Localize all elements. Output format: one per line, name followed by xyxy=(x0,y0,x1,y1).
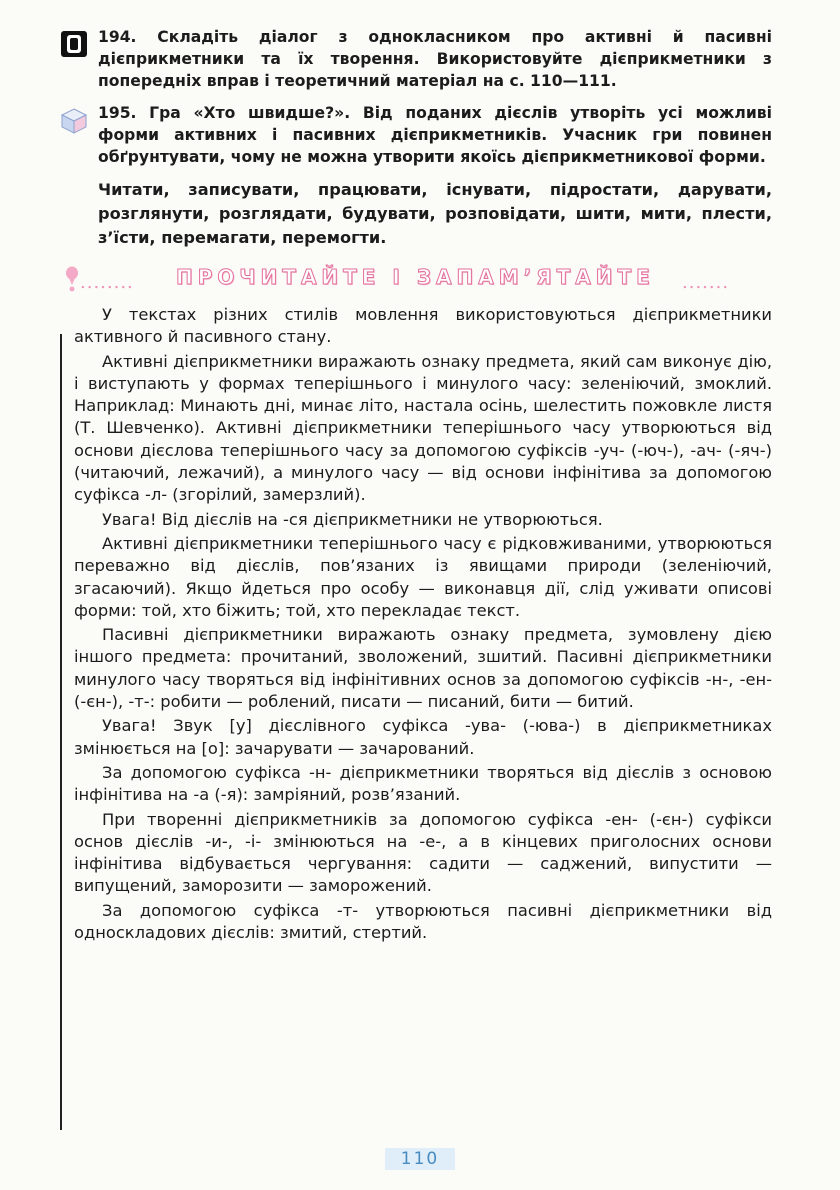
exercise-195 xyxy=(60,102,772,168)
exercise-194 xyxy=(60,26,772,92)
theory-paragraph: Пасивні дієприкметники виражають ознаку предмета, зумовлену дією іншого предмета: прочитаний, зволожений, зшитий. Пасивні дієприкметники минулого часу творяться від інфінітивних основ за допомогою суфіксів -н-, -ен- (-єн-), -т-: робити — роблений, писати — писаний, бити — битий. xyxy=(74,625,772,712)
textbook-page xyxy=(60,26,772,944)
dialog-book-icon xyxy=(60,30,88,58)
theory-paragraph: При творенні дієприкметників за допомогою суфікса -ен- (-єн-) суфікси основ дієслів -и-, -і- змінюються на -е-, а в кінцевих приголосних основи інфінітива відбувається чергування: садити — саджений, випустити — випущений, заморозити — заморожений. xyxy=(74,809,772,896)
theory-paragraph: Увага! Звук [у] дієслівного суфікса -ува- (-юва-) в дієприкметниках змінюється на [о]: зачарувати — зачарований. xyxy=(74,716,772,758)
theory-text xyxy=(60,304,772,944)
theory-paragraph: За допомогою суфікса -н- дієприкметники творяться від дієслів з основою інфінітива на -а (-я): замріяний, розв’язаний. xyxy=(74,762,772,805)
theory-paragraph: Активні дієприкметники теперішнього часу є рідковживаними, утворюються переважно від дієслів, пов’язаних із явищами природи (зеленіючий, згасаючий). Якщо йдеться про особу — виконавця дії, слід уживати описові форми: той, хто біжить; той, хто перекладає текст. xyxy=(74,533,772,620)
exercise-text: Складіть діалог з однокласником про активні й пасивні дієприкметники та їх творення. Використовуйте дієприкметники з попередніх вправ і теоретичний матеріал на с. 110—111. xyxy=(98,28,772,90)
exercise-number: 195. xyxy=(98,104,137,122)
theory-paragraph: Активні дієприкметники виражають ознаку предмета, який сам виконує дію, і виступають у формах теперішнього і минулого часу: зеленіючий, змоклий. Наприклад: Минають дні, минає літо, настала осінь, шелестить пожовкле листя (Т. Шевченко). Активні дієприкметники теперішнього часу утворюються від основи дієслова теперішнього часу за допомогою суфіксів -уч- (-юч-), -ач- (-яч-) (читаючий, лежачий), а минулого часу — від основи інфінітива за допомогою суфікса -л- (згорілий, замерзлий). xyxy=(74,351,772,505)
theory-margin-rule xyxy=(60,334,62,1130)
theory-paragraph: У текстах різних стилів мовлення використовуються дієприкметники активного й пасивного стану. xyxy=(74,305,772,347)
theory-paragraph: За допомогою суфікса -т- утворюються пасивні дієприкметники від односкладових дієслів: змитий, стертий. xyxy=(74,900,772,943)
exercise-number: 194. xyxy=(98,28,137,46)
verb-list: Читати, записувати, працювати, існувати, підростати, дарувати, розглянути, розглядати, будувати, розповідати, шити, мити, плести, з’їсти, перемагати, перемогти. xyxy=(98,180,772,247)
banner-dots-left: ........ xyxy=(80,272,134,293)
exclamation-pin-icon xyxy=(64,266,80,292)
page-footer xyxy=(0,1148,840,1170)
exercise-text: Гра «Хто швидше?». Від поданих дієслів утворіть усі можливі форми активних і пасивних дієприкметників. Учасник гри повинен обґрунтувати, чому не можна утворити якоїсь дієприкметникової форми. xyxy=(98,104,772,166)
page-number: 110 xyxy=(385,1148,455,1170)
rule-banner xyxy=(60,264,772,294)
theory-paragraph: Увага! Від дієслів на -ся дієприкметники не утворюються. xyxy=(102,509,603,529)
banner-dots-right: ....... xyxy=(682,272,730,293)
banner-title: ПРОЧИТАЙТЕ І ЗАПАМ’ЯТАЙТЕ xyxy=(176,265,655,289)
cube-game-icon xyxy=(60,106,88,134)
